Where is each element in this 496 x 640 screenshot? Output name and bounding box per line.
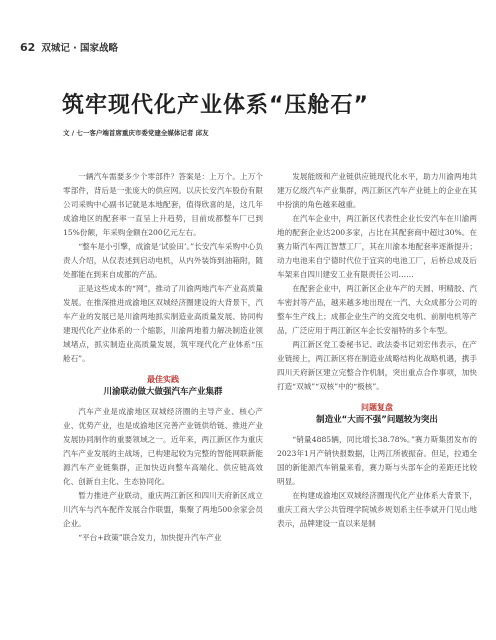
page-header (20, 40, 118, 54)
section-heading: 制造业“大而不强”问题较为突出 (316, 415, 438, 425)
section-kicker: 最佳实践 (147, 375, 179, 384)
body-paragraph: 暂力推进产业联动，重庆两江新区和四川天府新区成立川汽车与汽车配件发展合作联盟，集聚了两地500余家会员企业。 (63, 491, 263, 528)
page-number: 62 (20, 40, 36, 54)
body-paragraph: 在构建成渝地区双城经济圈现代化产业体系大背景下，重庆工商大学公共管理学院城乡规划系主任李斌开门见山地表示，品牌建设一直以来是制 (277, 491, 477, 528)
body-paragraph: 正是这些成本的“网”，推动了川渝两地汽车产业高质量发展。在推深推进成渝地区双城经济圈建设的大背景下，汽车产业的发展已是川渝两地抓实制造业高质量发展、协同构建现代化产业体系的一个缩影，川渝两地着力解决制造业领域堵点，抓实制造业高质量发展，筑牢现代化产业体系“压舱石”。 (63, 284, 263, 363)
section-kicker: 问题复盘 (361, 403, 393, 412)
body-paragraph: 发展能级和产业链供应链现代化水平，助力川渝两地共建万亿级汽车产业集群，两江新区汽车产业链上的企业在其中扮演的角色越来越重。 (277, 172, 477, 209)
body-paragraph: 在汽车企业中，两江新区代表性企业长安汽车在川渝两地的配套企业达200多家，占比在其配套商中超过30%。在赛力斯汽车两江智慧工厂，其在川渝本地配套率逐渐提升；动力电池来自宁德时代位于宜宾的电池工厂，后桥总成及后车架来自四川建安工业有限责任公司…… (277, 214, 477, 279)
section-header (63, 374, 263, 399)
article-title: 筑牢现代化产业体系“压舱石” (62, 93, 369, 118)
article-byline: 文 / 七一客户端首席重庆市委党建全媒体记者 邱友 (63, 129, 209, 137)
body-paragraph: 在配套企业中，两江新区企业车产的天圆、明精胶、汽车密封等产品，越来越多地出现在一汽、大众成都分公司的整车生产线上；成都企业生产的交流交电机、前制电机等产品，广泛应用于两江新区车企长安福特的多个车型。 (277, 284, 477, 335)
body-paragraph: “销量4885辆，同比增长38.78%。”赛力斯集团发布的2023年1月产销快报数据，让两江所被振奋。但足，拉通全国的新能源汽车销量来看，赛力斯与头部车企的差距还比较明显。 (277, 435, 477, 486)
body-paragraph: 汽车产业是成渝地区双城经济圈的主导产业、核心产业、优势产业，也是成渝地区完善产业链供给链、推进产业发展协同制作的重要领域之一。近年来，两江新区作为重庆汽车产业发展的主战场，已构建起较为完整的智能网联新能源汽车产业链集群，正加快迈向整车高端化、供应链高效化、创新自主化、生态协同化。 (63, 407, 263, 486)
section-header (277, 402, 477, 427)
column-name: 双城记 · 国家战略 (41, 43, 119, 54)
left-column (63, 170, 263, 545)
body-paragraph: “整车是小引擎，成渝是‘试验田’。”长安汽车采购中心负责人介绍，从仅表述到启动电机，从内外装饰到油箱附，随处都能在到来自成都的产品。 (63, 242, 263, 279)
body-paragraph: 两江新区党工委秘书记、政法委书记刘宏伟表示，在产业链接上，两江新区将在制造业战略结构化战略机遇，携手四川天府新区建立完整合作机制，突出重点合作事项，加快打造“双城”“双核”中的“极核”。 (277, 340, 477, 391)
body-paragraph: 一辆汽车需要多少个零部件？答案是：上万个。上万个零部件，背后是一张庞大的供应网。以庆长安汽车股份有限公司采购中心副书记就是本地配套，值得欣喜的是，这几年成渝地区的配套率一直呈上升趋势，目前成都整车厂已到15%份额，年采购金额在200亿元左右。 (63, 172, 263, 237)
body-paragraph: “平台+政策”联合发力，加快提升汽车产业 (78, 533, 222, 542)
section-heading: 川渝联动做大做强汽车产业集群 (103, 387, 223, 397)
right-column (277, 170, 477, 531)
